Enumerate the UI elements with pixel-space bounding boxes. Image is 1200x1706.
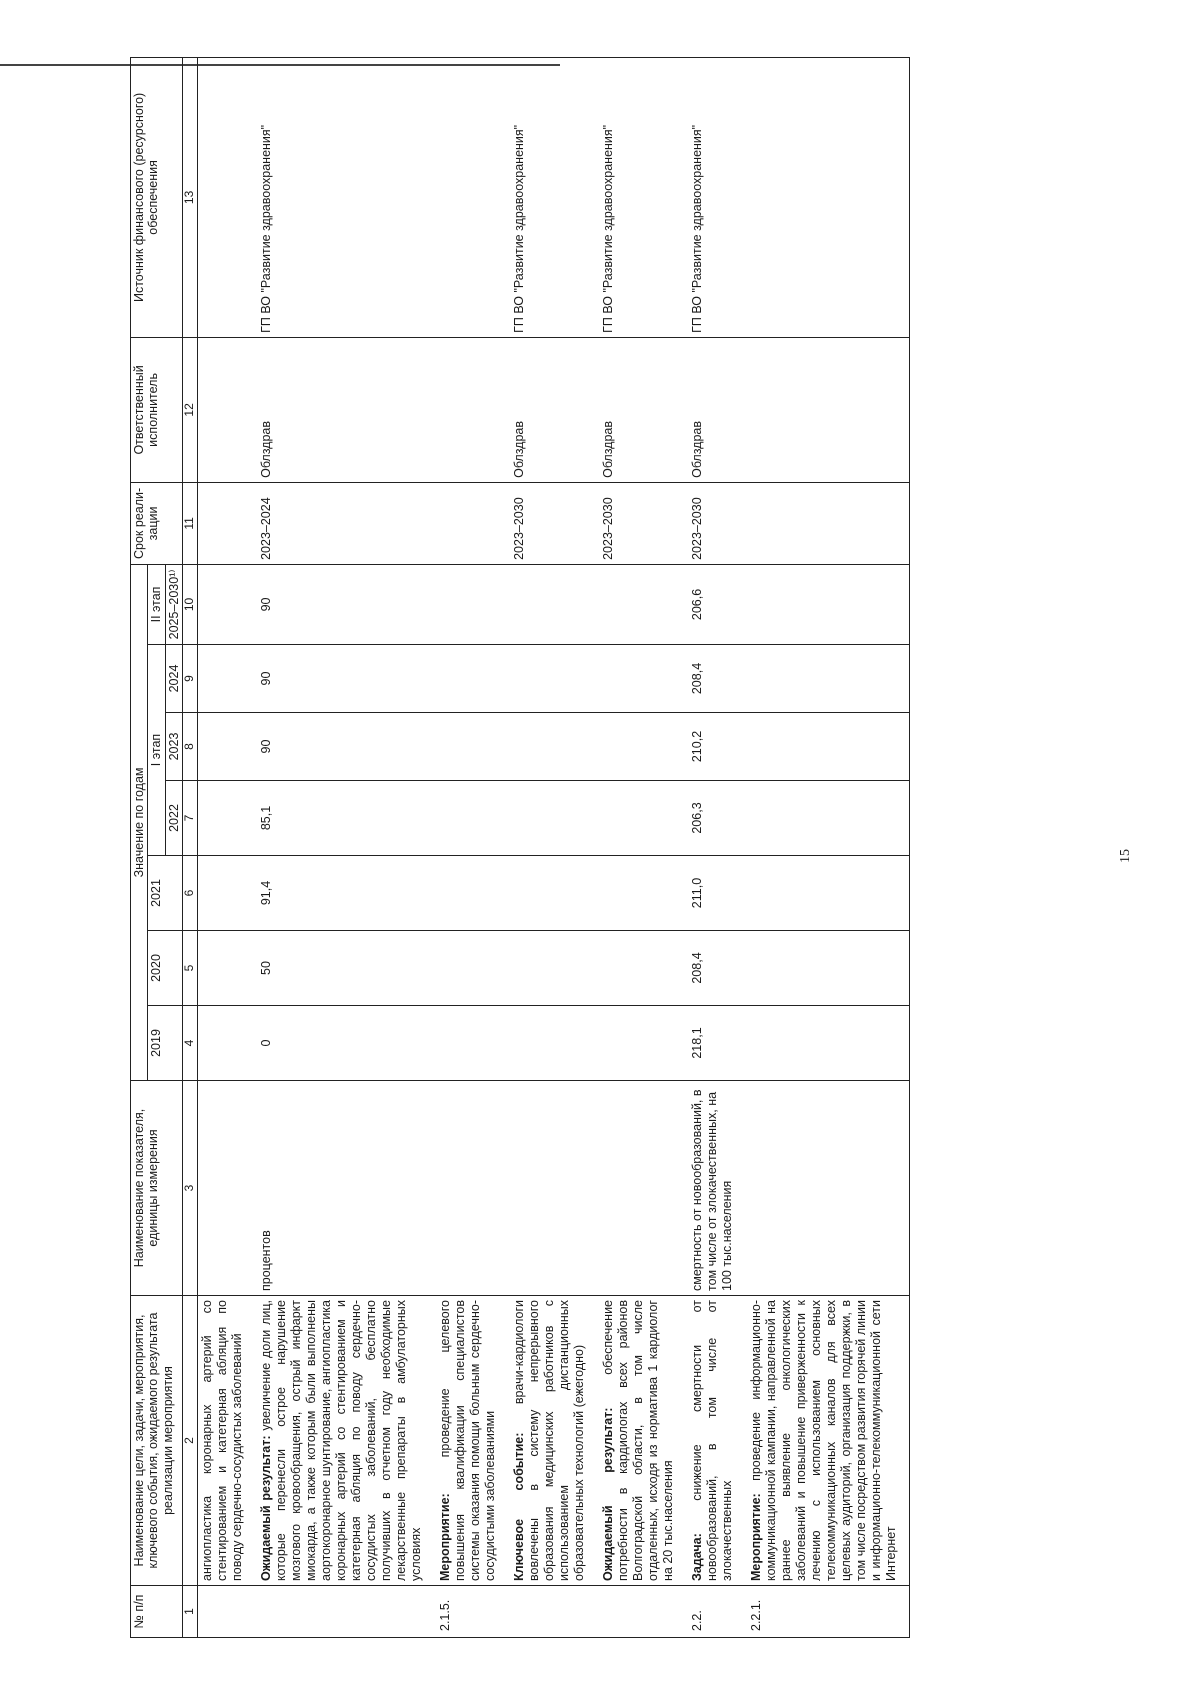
value-2020 (434, 931, 508, 1006)
row-number: 2.1.5. (434, 1586, 508, 1638)
value-2019 (745, 1006, 910, 1081)
value-2025-2030 (508, 564, 597, 644)
value-2023 (197, 713, 255, 781)
row-description (686, 1296, 745, 1586)
column-number: 13 (183, 57, 198, 337)
table-row (745, 57, 910, 1637)
row-text: снижение смертности от новообразований, в том числе от злокачественных (689, 1300, 734, 1581)
page-number: 15 (1118, 849, 1133, 863)
row-executor: Облздрав (508, 337, 597, 482)
column-number: 9 (183, 645, 198, 713)
row-executor (197, 337, 255, 482)
header-source: Источник финансового (ресурсного) обеспечения (131, 57, 183, 337)
row-term (197, 482, 255, 564)
value-2020 (197, 931, 255, 1006)
value-2021 (434, 856, 508, 931)
row-description (255, 1296, 434, 1586)
table-row (686, 57, 745, 1637)
value-2024 (434, 645, 508, 713)
row-executor: Облздрав (255, 337, 434, 482)
row-term: 2023–2030 (686, 482, 745, 564)
value-2023 (434, 713, 508, 781)
value-2023 (597, 713, 686, 781)
value-2025-2030 (597, 564, 686, 644)
row-label: Ожидаемый результат: (600, 1407, 615, 1581)
indicator-table (130, 57, 910, 1638)
row-executor (745, 337, 910, 482)
row-source (197, 57, 255, 337)
row-term: 2023–2024 (255, 482, 434, 564)
row-text: ангиопластика коронарных артерий со стентированием и катетерная абляция по поводу сердечно-сосудистых заболеваний (199, 1300, 244, 1581)
row-text: проведение информационно-коммуникационной кампании, направленной на раннее выявление онкологических заболеваний и повышение приверженности к лечению с использованием основных телекоммуникационных каналов для всех целевых аудиторий, организация поддержки, в том числе посредством развития горячей линии и информационно-телекоммуникационной сети Интернет (748, 1300, 898, 1581)
column-number: 8 (183, 713, 198, 781)
row-description (508, 1296, 597, 1586)
table-row (434, 57, 508, 1637)
row-term: 2023–2030 (597, 482, 686, 564)
value-2023 (745, 713, 910, 781)
row-source: ГП ВО "Развитие здравоохранения" (255, 57, 434, 337)
row-text: проведение целевого повышения квалификации специалистов системы оказания помощи больным сердечно-сосудистыми заболеваниями (437, 1300, 497, 1581)
table-row (508, 57, 597, 1637)
column-number: 7 (183, 781, 198, 856)
row-indicator: процентов (255, 1081, 434, 1296)
header-2022: 2022 (165, 781, 182, 856)
row-source: ГП ВО "Развитие здравоохранения" (686, 57, 745, 337)
row-label: Мероприятие: (437, 1493, 452, 1581)
value-2022: 85,1 (255, 781, 434, 856)
value-2019 (197, 1006, 255, 1081)
row-executor: Облздрав (686, 337, 745, 482)
value-2025-2030 (434, 564, 508, 644)
header-stage-1: I этап (148, 645, 165, 856)
row-source: ГП ВО "Развитие здравоохранения" (508, 57, 597, 337)
value-2023: 210,2 (686, 713, 745, 781)
column-number: 6 (183, 856, 198, 931)
value-2021: 91,4 (255, 856, 434, 931)
row-number (197, 1586, 255, 1638)
value-2021 (197, 856, 255, 931)
row-term: 2023–2030 (508, 482, 597, 564)
value-2022 (434, 781, 508, 856)
value-2019 (597, 1006, 686, 1081)
row-executor (434, 337, 508, 482)
value-2023: 90 (255, 713, 434, 781)
row-term (434, 482, 508, 564)
row-indicator (197, 1081, 255, 1296)
row-source: ГП ВО "Развитие здравоохранения" (597, 57, 686, 337)
header-2019: 2019 (148, 1006, 183, 1081)
column-number: 1 (183, 1586, 198, 1638)
header-indicator: Наименование показателя, единицы измерения (131, 1081, 183, 1296)
header-2024: 2024 (165, 645, 182, 713)
value-2019 (434, 1006, 508, 1081)
row-text: обеспечение потребности в кардиологах всех районов Волгоградской области, в том числе отдаленных, исходя из норматива 1 кардиолог на 20 тыс.населения (600, 1300, 675, 1581)
header-2023: 2023 (165, 713, 182, 781)
table-row (197, 57, 255, 1637)
header-term: Срок реали-зации (131, 482, 183, 564)
row-number (597, 1586, 686, 1638)
row-indicator (508, 1081, 597, 1296)
row-indicator (745, 1081, 910, 1296)
value-2024 (597, 645, 686, 713)
header-values-by-year: Значение по годам (131, 564, 148, 1080)
header-2021: 2021 (148, 856, 183, 931)
value-2021: 211,0 (686, 856, 745, 931)
column-number-row (183, 57, 198, 1637)
row-indicator (434, 1081, 508, 1296)
header-2025-2030: 2025–2030¹⁾ (165, 564, 182, 644)
value-2021 (597, 856, 686, 931)
value-2024: 90 (255, 645, 434, 713)
value-2023 (508, 713, 597, 781)
column-number: 2 (183, 1296, 198, 1586)
row-description (597, 1296, 686, 1586)
header-stage-2: II этап (148, 564, 165, 644)
column-number: 12 (183, 337, 198, 482)
value-2022 (508, 781, 597, 856)
value-2022 (197, 781, 255, 856)
row-description (745, 1296, 910, 1586)
column-number: 4 (183, 1006, 198, 1081)
value-2025-2030: 206,6 (686, 564, 745, 644)
value-2024 (197, 645, 255, 713)
value-2024 (745, 645, 910, 713)
row-number (255, 1586, 434, 1638)
row-number: 2.2.1. (745, 1586, 910, 1638)
value-2019: 218,1 (686, 1006, 745, 1081)
value-2020 (508, 931, 597, 1006)
row-term (745, 482, 910, 564)
row-source (745, 57, 910, 337)
column-number: 5 (183, 931, 198, 1006)
column-number: 11 (183, 482, 198, 564)
row-number: 2.2. (686, 1586, 745, 1638)
row-label: Задача: (689, 1533, 704, 1581)
table-row (255, 57, 434, 1637)
row-text: увеличение доли лиц, которые перенесли острое нарушение мозгового кровообращения, острый инфаркт миокарда, а также которым были выполнены аортокоронарное шунтирование, ангиопластика коронарных артерий со стентированием и катетерная абляция по поводу сердечно-сосудистых заболеваний, бесплатно получивших в отчетном году необходимые лекарственные препараты в амбулаторных условиях (258, 1299, 423, 1581)
value-2020 (597, 931, 686, 1006)
value-2020: 208,4 (686, 931, 745, 1006)
value-2020: 50 (255, 931, 434, 1006)
value-2021 (508, 856, 597, 931)
value-2019: 0 (255, 1006, 434, 1081)
header-num: № п/п (131, 1586, 183, 1638)
row-description (434, 1296, 508, 1586)
value-2024: 208,4 (686, 645, 745, 713)
row-description (197, 1296, 255, 1586)
column-number: 10 (183, 564, 198, 644)
row-number (508, 1586, 597, 1638)
value-2025-2030 (197, 564, 255, 644)
value-2024 (508, 645, 597, 713)
value-2021 (745, 856, 910, 931)
value-2019 (508, 1006, 597, 1081)
value-2025-2030: 90 (255, 564, 434, 644)
row-label: Ключевое событие: (511, 1432, 526, 1581)
row-text: врачи-кардиологи вовлечены в систему непрерывного образования медицинских работников с использованием дистанционных образовательных технологий (ежегодно) (511, 1300, 586, 1581)
value-2020 (745, 931, 910, 1006)
value-2022 (745, 781, 910, 856)
row-label: Ожидаемый результат: (258, 1435, 273, 1581)
header-executor: Ответственный исполнитель (131, 337, 183, 482)
value-2022 (597, 781, 686, 856)
row-executor: Облздрав (597, 337, 686, 482)
row-indicator: смертность от новообразований, в том числе от злокачественных, на 100 тыс.населения (686, 1081, 745, 1296)
row-source (434, 57, 508, 337)
table-row (597, 57, 686, 1637)
row-indicator (597, 1081, 686, 1296)
value-2025-2030 (745, 564, 910, 644)
column-number: 3 (183, 1081, 198, 1296)
header-name: Наименование цели, задачи, мероприятия, ключевого события, ожидаемого результата реализации мероприятия (131, 1296, 183, 1586)
value-2022: 206,3 (686, 781, 745, 856)
header-2020: 2020 (148, 931, 183, 1006)
row-label: Мероприятие: (748, 1493, 763, 1581)
